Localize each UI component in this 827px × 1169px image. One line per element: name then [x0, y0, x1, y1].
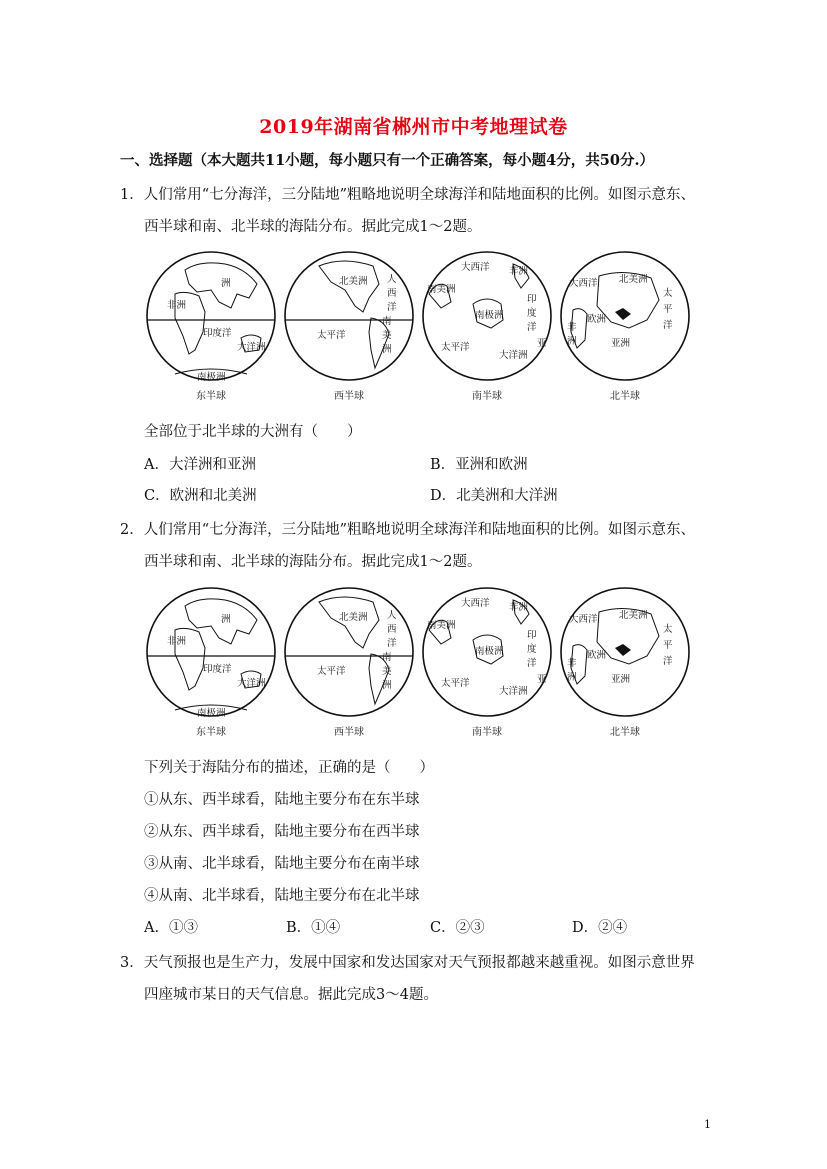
east-hemisphere-caption: 东半球	[196, 727, 226, 738]
south-label-char-1: 印	[527, 630, 537, 641]
west-hemisphere-globe	[283, 250, 415, 402]
south-label-char-3: 洋	[527, 322, 537, 333]
south-label-pacific: 太平洋	[441, 678, 470, 689]
west-label-char-2: 西	[387, 288, 397, 299]
north-hemisphere-caption: 北半球	[610, 727, 640, 738]
south-hemisphere-globe	[421, 250, 553, 402]
south-label-asia: 亚	[537, 338, 547, 349]
south-hemisphere-caption: 南半球	[472, 391, 502, 402]
hemispheres-figure-2	[143, 586, 683, 736]
west-label-char-1: 人	[387, 274, 397, 285]
q1-stem-line2: 西半球和南、北半球的海陆分布。据此完成1～2题。	[144, 219, 482, 235]
south-label-oceania: 大洋洲	[499, 686, 528, 697]
south-label-atlantic: 大西洋	[461, 598, 490, 609]
east-label-antarctica: 南极洲	[197, 708, 226, 719]
q1-stem-line1: 1．人们常用“七分海洋，三分陆地”粗略地说明全球海洋和陆地面积的比例。如图示意东、	[120, 187, 696, 203]
north-label-char-5: 洲	[567, 672, 577, 683]
q1-option-c[interactable]: C．欧洲和北美洲	[144, 488, 257, 504]
west-label-pacific: 太平洋	[317, 330, 346, 341]
hemispheres-figure-1	[143, 250, 683, 400]
q2-stem-line1: 2．人们常用“七分海洋，三分陆地”粗略地说明全球海洋和陆地面积的比例。如图示意东、	[120, 522, 696, 538]
west-label-char-3: 洋	[387, 302, 397, 313]
q2-stem-line2: 西半球和南、北半球的海陆分布。据此完成1～2题。	[144, 554, 482, 570]
q2-option-d[interactable]: D．②④	[572, 920, 628, 936]
north-label-char-3: 洋	[663, 656, 673, 667]
section-heading: 一、选择题（本大题共11小题，每小题只有一个正确答案，每小题4分，共50分.）	[120, 152, 654, 169]
south-label-antarctica: 南极洲	[475, 646, 504, 657]
west-label-char-5: 美	[382, 330, 392, 341]
north-label-europe: 欧洲	[587, 314, 607, 325]
west-label-north-america: 北美洲	[339, 276, 368, 287]
south-label-south-america: 南美洲	[427, 620, 456, 631]
south-label-char-1: 印	[527, 294, 537, 305]
south-label-atlantic: 大西洋	[461, 262, 490, 273]
q1-option-b[interactable]: B．亚洲和欧洲	[430, 457, 528, 473]
q1-option-d[interactable]: D．北美洲和大洋洲	[430, 488, 558, 504]
north-label-atlantic: 大西洋	[569, 278, 598, 289]
q2-option-b[interactable]: B．①④	[286, 920, 341, 936]
q2-option-c[interactable]: C．②③	[430, 920, 485, 936]
q3-stem-line2: 四座城市某日的天气信息。据此完成3～4题。	[144, 987, 438, 1003]
west-label-char-4: 南	[382, 316, 392, 327]
north-label-europe: 欧洲	[587, 650, 607, 661]
west-label-char-2: 西	[387, 624, 397, 635]
south-label-africa: 非洲	[509, 602, 529, 613]
east-label-africa: 非洲	[167, 300, 187, 311]
q2-option-a[interactable]: A．①③	[144, 920, 198, 936]
south-hemisphere-caption: 南半球	[472, 727, 502, 738]
south-label-oceania: 大洋洲	[499, 350, 528, 361]
east-label-africa: 非洲	[167, 636, 187, 647]
q2-statement-1: ①从东、西半球看，陆地主要分布在东半球	[144, 792, 420, 808]
north-label-char-5: 洲	[567, 336, 577, 347]
east-label-oceania: 大洋洲	[237, 342, 266, 353]
south-hemisphere-globe	[421, 586, 553, 738]
north-hemisphere-globe	[559, 586, 691, 738]
east-label-asia: 洲	[221, 278, 231, 289]
south-label-antarctica: 南极洲	[475, 310, 504, 321]
exam-title: 2019年湖南省郴州市中考地理试卷	[259, 116, 568, 138]
east-label-oceania: 大洋洲	[237, 678, 266, 689]
q3-stem-line1: 3．天气预报也是生产力，发展中国家和发达国家对天气预报都越来越重视。如图示意世界	[120, 955, 695, 971]
q2-statement-4: ④从南、北半球看，陆地主要分布在北半球	[144, 888, 420, 904]
west-label-char-3: 洋	[387, 638, 397, 649]
west-label-char-6: 洲	[382, 680, 392, 691]
q2-statement-3: ③从南、北半球看，陆地主要分布在南半球	[144, 856, 420, 872]
north-label-north-america: 北美洲	[619, 274, 648, 285]
north-label-char-2: 平	[663, 640, 673, 651]
north-label-asia: 亚洲	[611, 338, 631, 349]
east-label-asia: 洲	[221, 614, 231, 625]
south-label-asia: 亚	[537, 674, 547, 685]
north-label-char-3: 洋	[663, 320, 673, 331]
north-label-char-1: 太	[663, 288, 673, 299]
q1-option-a[interactable]: A．大洋洲和亚洲	[144, 457, 256, 473]
north-hemisphere-globe	[559, 250, 691, 402]
east-label-indian-ocean: 印度洋	[203, 328, 232, 339]
west-hemisphere-globe	[283, 586, 415, 738]
east-hemisphere-caption: 东半球	[196, 391, 226, 402]
south-label-africa: 非洲	[509, 266, 529, 277]
east-label-antarctica: 南极洲	[197, 372, 226, 383]
west-label-char-6: 洲	[382, 344, 392, 355]
west-hemisphere-caption: 西半球	[334, 391, 364, 402]
north-label-char-4: 非	[567, 658, 577, 669]
west-hemisphere-caption: 西半球	[334, 727, 364, 738]
south-label-south-america: 南美洲	[427, 284, 456, 295]
q2-statement-2: ②从东、西半球看，陆地主要分布在西半球	[144, 824, 420, 840]
north-label-char-2: 平	[663, 304, 673, 315]
east-hemisphere-globe	[145, 250, 277, 402]
south-label-pacific: 太平洋	[441, 342, 470, 353]
north-hemisphere-caption: 北半球	[610, 391, 640, 402]
north-label-char-1: 太	[663, 624, 673, 635]
west-label-char-1: 人	[387, 610, 397, 621]
east-hemisphere-globe	[145, 586, 277, 738]
north-label-north-america: 北美洲	[619, 610, 648, 621]
south-label-char-2: 度	[527, 308, 537, 319]
west-label-pacific: 太平洋	[317, 666, 346, 677]
south-label-char-2: 度	[527, 644, 537, 655]
south-label-char-3: 洋	[527, 658, 537, 669]
page-number: 1	[704, 1118, 711, 1131]
north-label-char-4: 非	[567, 322, 577, 333]
west-label-char-4: 南	[382, 652, 392, 663]
west-label-north-america: 北美洲	[339, 612, 368, 623]
north-label-atlantic: 大西洋	[569, 614, 598, 625]
q2-question: 下列关于海陆分布的描述，正确的是（ ）	[144, 760, 434, 776]
west-label-char-5: 美	[382, 666, 392, 677]
q1-question: 全部位于北半球的大洲有（ ）	[144, 424, 362, 440]
north-label-asia: 亚洲	[611, 674, 631, 685]
east-label-indian-ocean: 印度洋	[203, 664, 232, 675]
